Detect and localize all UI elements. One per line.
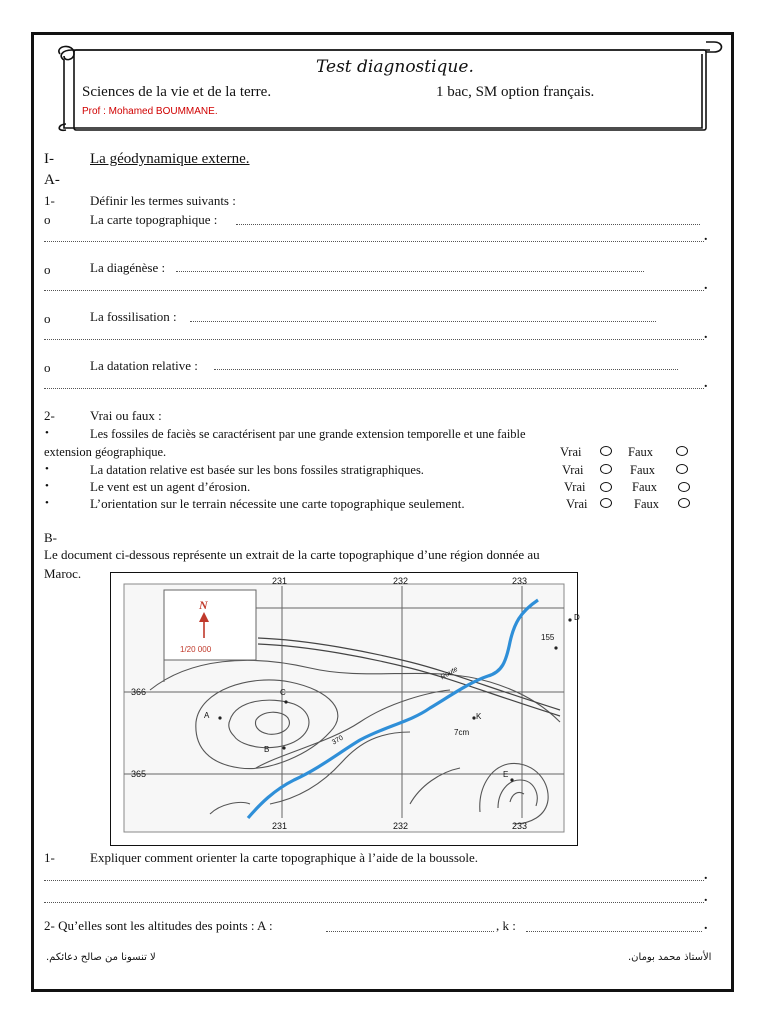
map-cm-label: 7cm: [454, 728, 470, 737]
part1-num: I-: [44, 151, 54, 167]
vrai-label: Vrai: [564, 480, 586, 494]
answer-line: [176, 271, 644, 272]
vrai-label: Vrai: [560, 445, 582, 459]
footer-right-ar: الأستاذ محمد بومان.: [628, 952, 712, 963]
map-y-label: 366: [131, 687, 147, 697]
map-point-c: C: [280, 688, 286, 697]
q1-text: Définir les termes suivants :: [90, 193, 236, 208]
statement-bullet: •: [45, 427, 49, 439]
statement-text: Les fossiles de faciès se caractérisent par une grande extension temporelle et une faible: [90, 427, 526, 441]
term-label: La datation relative :: [90, 358, 198, 373]
vrai-radio[interactable]: [600, 446, 612, 456]
faux-radio[interactable]: [676, 446, 688, 456]
term-bullet: o: [44, 262, 51, 277]
faux-radio[interactable]: [678, 482, 690, 492]
line-end: .: [704, 376, 708, 391]
line-end: .: [704, 890, 708, 905]
map-x-label: 231: [272, 576, 288, 586]
answer-line: [44, 880, 704, 881]
map-scale-label: 1/20 000: [180, 645, 212, 654]
vrai-label: Vrai: [562, 463, 584, 477]
part-b-intro: Le document ci-dessous représente un extrait de la carte topographique d’une région donnée au: [44, 547, 540, 562]
statement-text: extension géographique.: [44, 445, 167, 459]
answer-line: [44, 902, 704, 903]
faux-radio[interactable]: [676, 464, 688, 474]
prof-name: Prof : Mohamed BOUMMANE.: [82, 106, 218, 117]
statement-text: La datation relative est basée sur les bons fossiles stratigraphiques.: [90, 463, 424, 477]
map-x-label: 233: [512, 821, 528, 831]
answer-line: [326, 931, 494, 932]
term-bullet: o: [44, 311, 51, 326]
b-q1-text: Expliquer comment orienter la carte topographique à l’aide de la boussole.: [90, 850, 479, 865]
page-border: [31, 32, 734, 992]
vrai-radio[interactable]: [600, 498, 612, 508]
faux-label: Faux: [634, 497, 659, 511]
doc-title: Test diagnostique.: [316, 57, 474, 77]
map-x-label: 231: [272, 821, 288, 831]
b-q2-k: , k :: [496, 918, 516, 933]
map-point-d: D: [574, 613, 580, 622]
term-label: La diagénèse :: [90, 260, 166, 275]
faux-radio[interactable]: [678, 498, 690, 508]
statement-bullet: •: [45, 497, 49, 509]
map-point-e: E: [503, 770, 509, 779]
answer-line: [44, 388, 704, 389]
statement-bullet: •: [45, 480, 49, 492]
part1-sub-a: A-: [44, 172, 60, 188]
q2-text: Vrai ou faux :: [90, 408, 162, 423]
line-end: .: [704, 327, 708, 342]
map-north-label: N: [199, 598, 208, 612]
line-end: .: [704, 229, 708, 244]
answer-line: [44, 339, 704, 340]
map-contour-label: 370: [331, 734, 345, 747]
term-label: La carte topographique :: [90, 212, 218, 227]
part1-title: La géodynamique externe.: [90, 151, 250, 167]
term-bullet: o: [44, 360, 51, 375]
q1-num: 1-: [44, 193, 55, 208]
map-point-b: B: [264, 745, 270, 754]
faux-label: Faux: [628, 445, 653, 459]
answer-line: [526, 931, 702, 932]
vrai-radio[interactable]: [600, 482, 612, 492]
map-x-label: 232: [393, 576, 409, 586]
q2-num: 2-: [44, 408, 55, 423]
map-x-label: 232: [393, 821, 409, 831]
faux-label: Faux: [632, 480, 657, 494]
map-x-label: 233: [512, 576, 528, 586]
answer-line: [44, 290, 704, 291]
answer-line: [214, 369, 678, 370]
line-end: .: [704, 278, 708, 293]
map-altitude-label: 155: [541, 633, 555, 642]
line-end: .: [704, 868, 708, 883]
statement-bullet: •: [45, 463, 49, 475]
line-end: .: [704, 918, 708, 933]
subject: Sciences de la vie et de la terre.: [82, 84, 272, 100]
footer-left-ar: لا تنسونا من صالح دعائكم.: [46, 952, 156, 963]
map-point-a: A: [204, 711, 210, 720]
b-q1-num: 1-: [44, 850, 55, 865]
statement-text: Le vent est un agent d’érosion.: [90, 479, 251, 494]
term-label: La fossilisation :: [90, 309, 177, 324]
part-b-label: B-: [44, 530, 57, 545]
vrai-radio[interactable]: [600, 464, 612, 474]
map-road-label: Route: [439, 665, 460, 682]
statement-text: L’orientation sur le terrain nécessite une carte topographique seulement.: [90, 496, 465, 511]
answer-line: [190, 321, 656, 322]
part-b-intro: Maroc.: [44, 566, 82, 581]
term-bullet: o: [44, 212, 51, 227]
b-q2-text: 2- Qu’elles sont les altitudes des points : A :: [44, 918, 273, 933]
level: 1 bac, SM option français.: [436, 84, 595, 100]
map-y-label: 365: [131, 769, 147, 779]
answer-line: [44, 241, 704, 242]
vrai-label: Vrai: [566, 497, 588, 511]
map-point-k: K: [476, 712, 482, 721]
topo-map: [110, 572, 578, 846]
answer-line: [236, 224, 700, 225]
faux-label: Faux: [630, 463, 655, 477]
